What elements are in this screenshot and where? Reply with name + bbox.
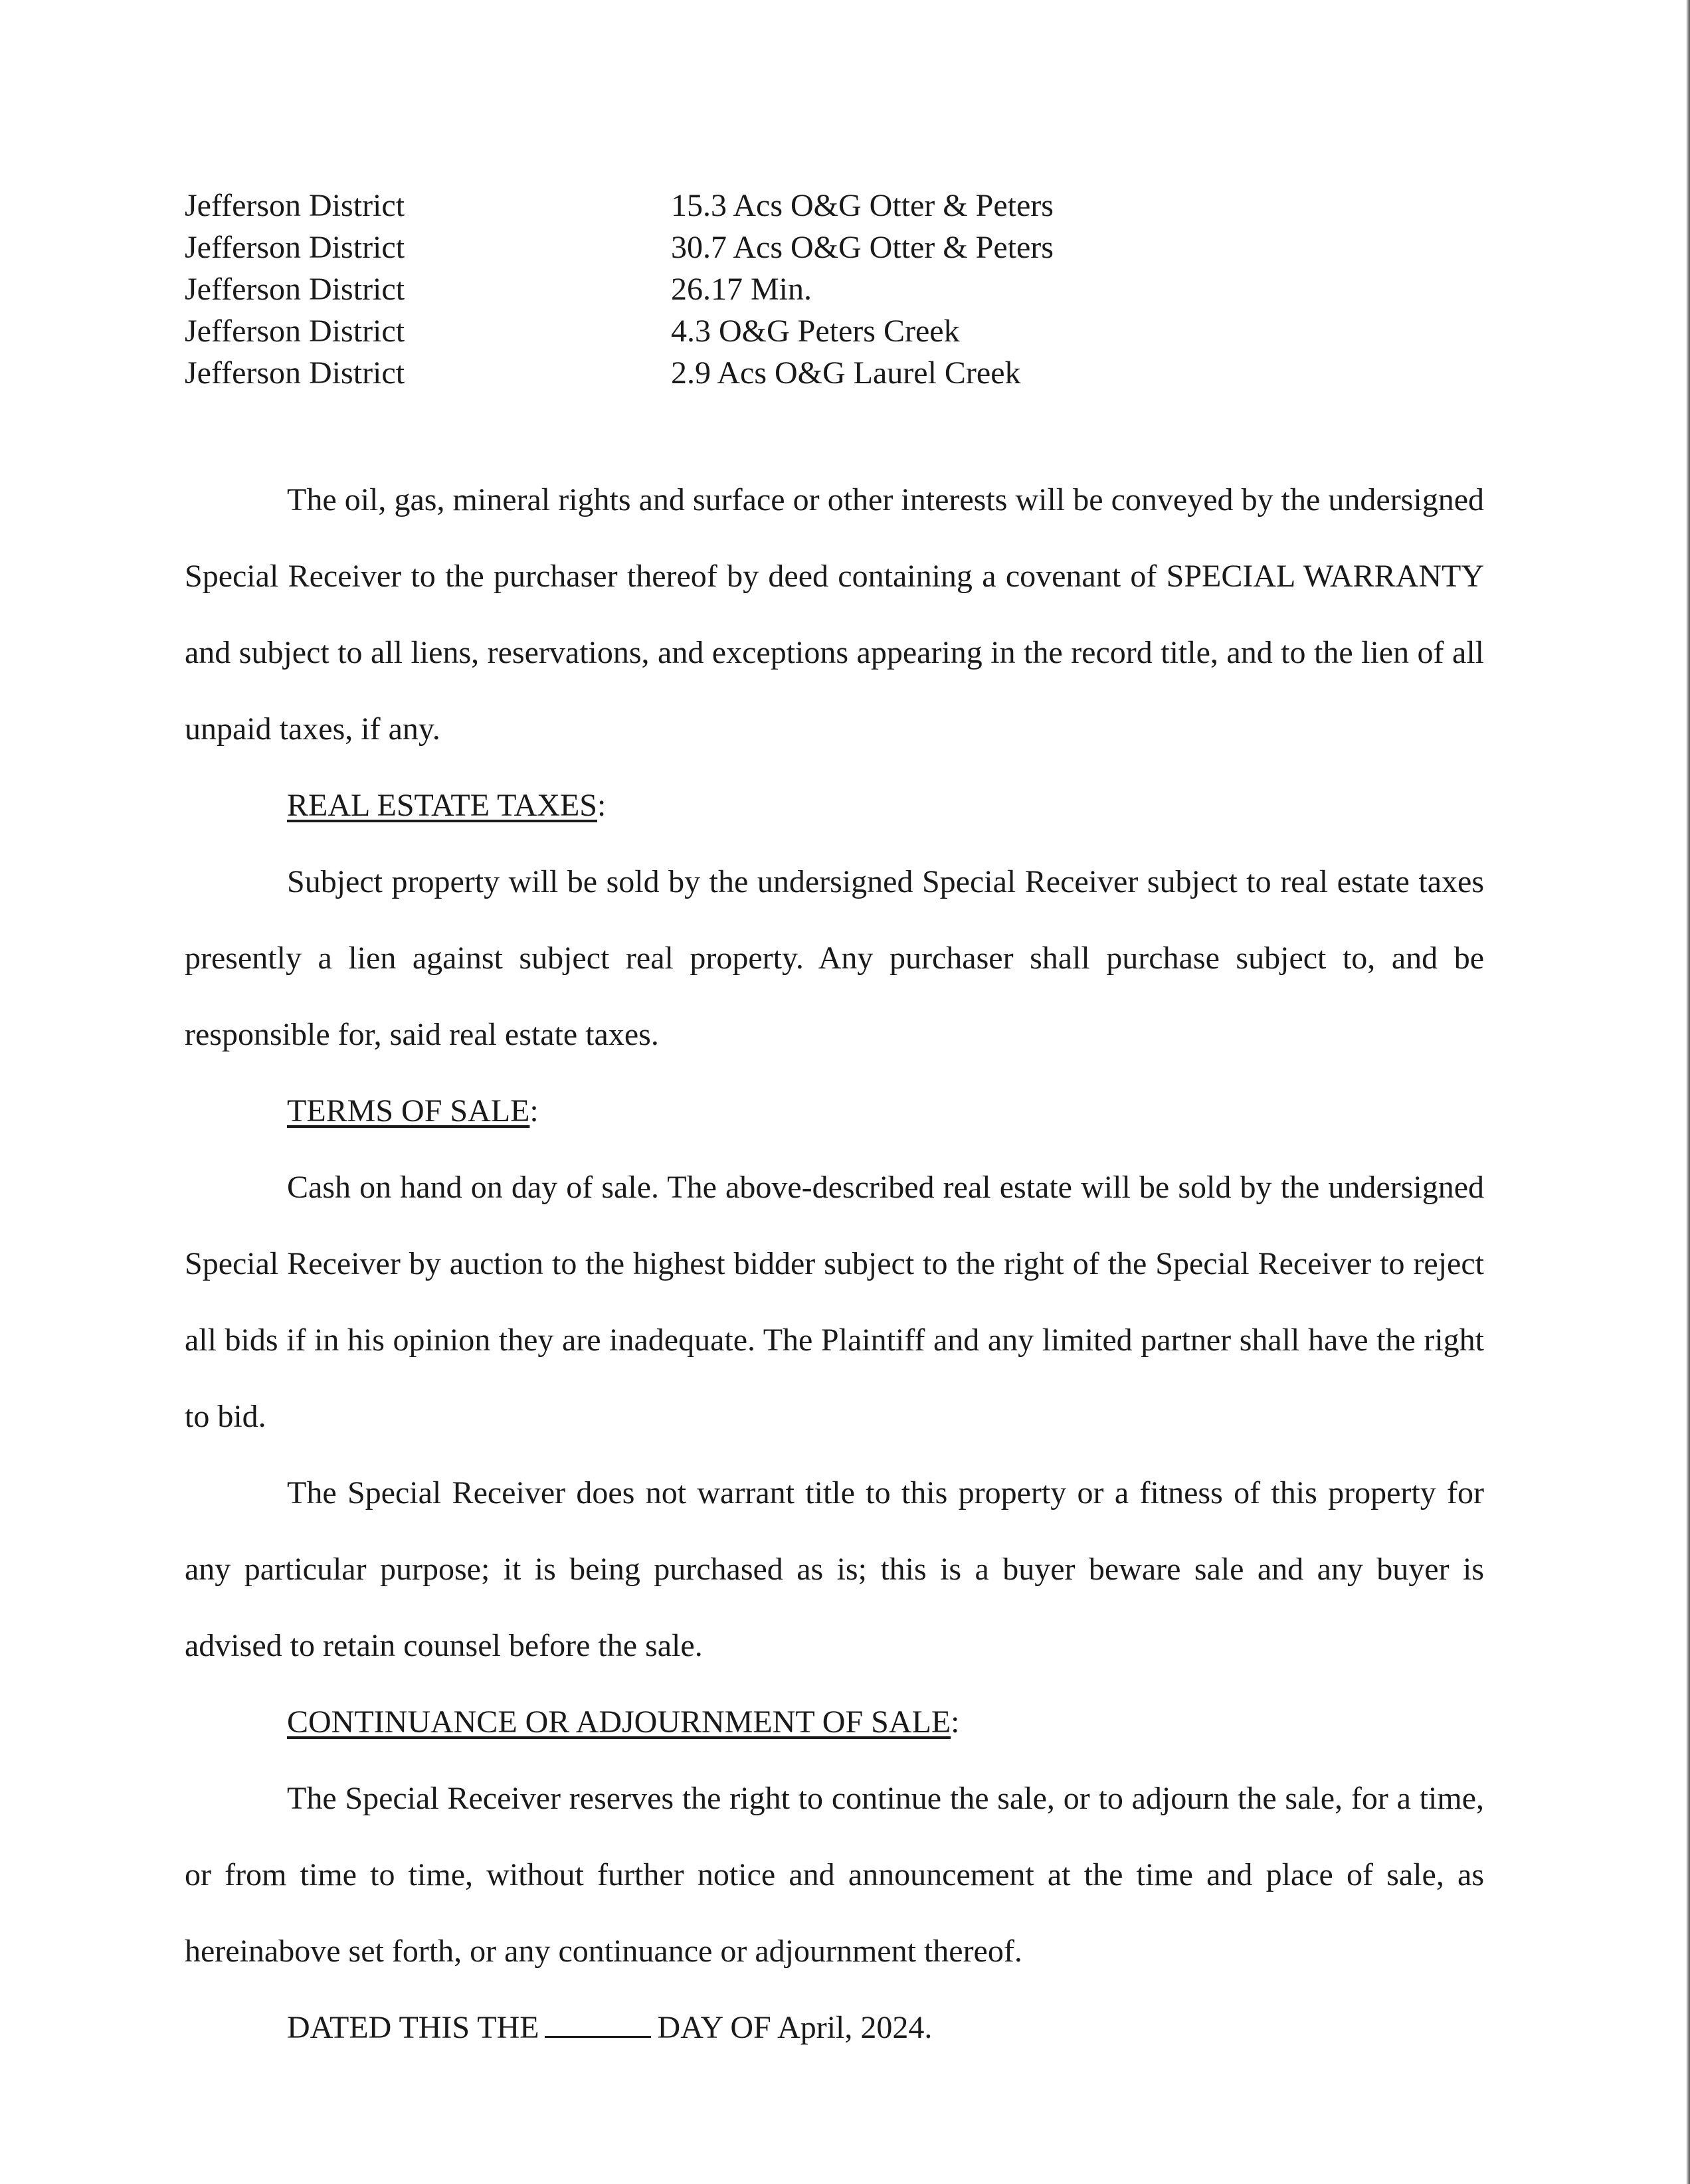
continuance-paragraph: The Special Receiver reserves the right to continue the sale, or to adjourn the sale, for a time, or from time to time, without further notice and announcement at the time and place of sale, as hereinabove set forth, or any continuance or adjournment thereof. [185,1781,1484,1969]
terms-paragraph-2: The Special Receiver does not warrant title to this property or a fitness of this property for any particular purpose; it is being purchased as is; this is a buyer beware sale and any buyer is advised to retain counsel before the sale. [185,1475,1484,1663]
taxes-paragraph: Subject property will be sold by the undersigned Special Receiver subject to real estate taxes presently a lien against subject real property. Any purchaser shall purchase subject to, and be responsible for, said real estate taxes. [185,864,1484,1052]
taxes-heading-text: REAL ESTATE TAXES [287,788,597,823]
taxes-heading: REAL ESTATE TAXES: [287,788,607,823]
parcel-row [185,268,1181,310]
parcel-district: Jefferson District [185,355,405,391]
dated-suffix: DAY OF April, 2024. [657,2010,933,2045]
continuance-heading-text: CONTINUANCE OR ADJOURNMENT OF SALE [287,1704,951,1740]
terms-paragraph-1: Cash on hand on day of sale. The above-described real estate will be sold by the undersigned Special Receiver by auction to the highest bidder subject to the right of the Special Receiver to reject all bids if in his opinion they are inadequate. The Plaintiff and any limited partner shall have the right to bid. [185,1170,1484,1434]
parcel-district: Jefferson District [185,314,405,349]
parcel-list [185,185,1181,394]
parcel-description: 26.17 Min. [671,272,812,307]
conveyance-paragraph: The oil, gas, mineral rights and surface or other interests will be conveyed by the undersigned Special Receiver to the purchaser thereof by deed containing a covenant of SPECIAL WARRANTY and subject to all liens, reservations, and exceptions appearing in the record title, and to the lien of all unpaid taxes, if any. [185,482,1484,747]
parcel-row [185,185,1181,227]
dated-prefix: DATED THIS THE [287,2010,539,2045]
parcel-district: Jefferson District [185,188,405,223]
continuance-heading: CONTINUANCE OR ADJOURNMENT OF SALE: [287,1704,960,1740]
parcel-description: 2.9 Acs O&G Laurel Creek [671,355,1021,391]
scan-edge [1686,0,1690,2184]
terms-heading: TERMS OF SALE: [287,1093,539,1129]
parcel-district: Jefferson District [185,230,405,265]
date-blank [545,2012,651,2038]
parcel-description: 15.3 Acs O&G Otter & Peters [671,188,1054,223]
parcel-description: 30.7 Acs O&G Otter & Peters [671,230,1054,265]
terms-heading-text: TERMS OF SALE [287,1093,530,1129]
parcel-district: Jefferson District [185,272,405,307]
parcel-row [185,310,1181,352]
parcel-description: 4.3 O&G Peters Creek [671,314,960,349]
parcel-row [185,227,1181,268]
parcel-row [185,352,1181,394]
notice-body [185,462,1484,2066]
dated-line [185,1989,1484,2066]
